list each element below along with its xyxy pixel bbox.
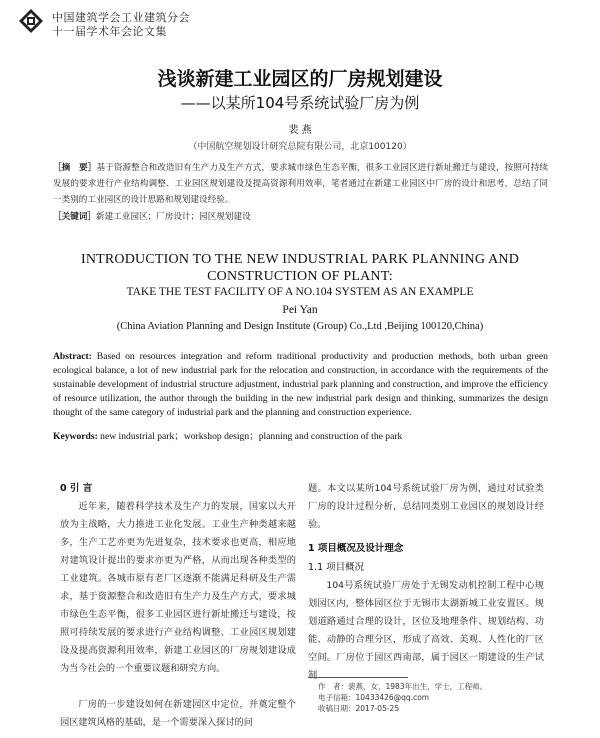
section-1-heading: 1 项目概况及设计理念 [308,543,404,554]
abstract-cn [53,160,548,208]
section-1-1-heading: 1.1 项目概况 [308,562,365,573]
right-paragraph-2: 104号系统试验厂房处于无锡发动机控制工程中心规划园区内，整体园区位于无锡市太湖新城工业安置区。规划道路通过合理的设计，区位及地理条件、规划结构、功能、动静的合理分区，形成了高效、美观、人性化的厂区空间。厂房位于园区西南部，属于园区一期建设的生产试制 [308,580,544,681]
left-paragraph-1: 近年来，随着科学技术及生产力的发展，国家以大开放为主战略，大力推进工业化发展。工业生产种类越来越多，生产工艺亦更为先进复杂，技术要求也更高，相应地对建筑设计提出的要求亦更为严格，从而出现各种类型的工业建筑。各城市原有老厂区逐渐不能满足科研及生产需求，基于资源整合和改造旧有生产力及生产方式，要求城市绿色生态平衡，很多工业园区进行新址搬迁与建设，按照可持续发展的要求进行产业结构调整、工业园区规划建设及提高资源利用效率，新建工业园区的厂房规划建设成为当今社会的一个重要议题和研究方向。 [60,501,296,674]
footnote-author: 作 者：裴燕，女，1983年出生，学士，工程师。 [318,682,488,691]
keywords-cn-text: 新建工业园区；厂房设计；园区规划建设 [95,212,251,222]
page-title: 浅谈新建工业园区的厂房规划建设 [157,68,443,90]
page-subtitle: ——以某所104号系统试验厂房为例 [180,94,420,112]
keywords-cn-label: ［关键词］ [53,212,96,222]
footnote-rule [308,677,408,678]
keywords-en-text: new industrial park；workshop design；planning and construction of the park [100,431,403,442]
footnote [318,681,487,714]
abstract-cn-text: 基于资源整合和改造旧有生产力及生产方式，要求城市绿色生态平衡，很多工业园区进行新址搬迁与建设，按照可持续发展的要求进行产业结构调整、工业园区规划建设及提高资源利用效率，笔者通过在新建工业园区中厂房的设计和思考，总结了同一类别的工业园区的设计思路和规划建设经验。 [53,163,548,205]
section-0-heading: 0 引 言 [60,483,93,494]
english-affiliation: (China Aviation Planning and Design Institute (Group) Co.,Ltd ,Beijing 100120,China) [116,321,484,332]
header-society-name: 中国建筑学会工业建筑分会 [52,11,190,24]
abstract-en [53,350,548,420]
english-author: Pei Yan [282,304,318,316]
right-paragraph-1: 题。本文以某所104号系统试验厂房为例，通过对试验类厂房的设计过程分析，总结同类别工业园区的规划设计经验。 [308,483,544,530]
keywords-en-label: Keywords: [53,431,98,442]
footnote-email: 电子信箱：10433426@qq.com [318,693,430,702]
english-title-line1: INTRODUCTION TO THE NEW INDUSTRIAL PARK PLANNING AND [80,252,520,267]
keywords-en [53,430,548,444]
keywords-cn [53,210,548,222]
header-proceedings: 十一届学术年会论文集 [52,25,167,38]
abstract-cn-label: ［摘 要］ [53,163,97,173]
abstract-en-text: Based on resources integration and reform traditional productivity and production methods, both urban green ecological balance, a lot of new industrial park for the relocation and construction, in accordance with the requirements of the sustainable development of industrial structure adjustment, industrial park planning and construction, and improve the efficiency of resource utilization, the author through the building in the new industrial park design and thinking, summarizes the design thought of the same category of industrial park and the planning and construction experience. [53,351,548,418]
author-name-cn: 裴 燕 [288,125,312,136]
author-affiliation-cn: （中国航空规划设计研究总院有限公司，北京100120） [188,142,412,152]
english-title-line3: TAKE THE TEST FACILITY OF A NO.104 SYSTEM AS AN EXAMPLE [126,286,474,298]
society-logo-icon [18,8,44,34]
english-title-line2: CONSTRUCTION OF PLANT: [207,269,393,284]
left-paragraph-2: 厂房的一步建设如何在新建园区中定位，并奠定整个园区建筑风格的基础，是一个需要深入探讨的问 [60,699,296,728]
footnote-date: 收稿日期：2017-05-25 [318,704,400,713]
abstract-en-label: Abstract: [53,351,92,362]
